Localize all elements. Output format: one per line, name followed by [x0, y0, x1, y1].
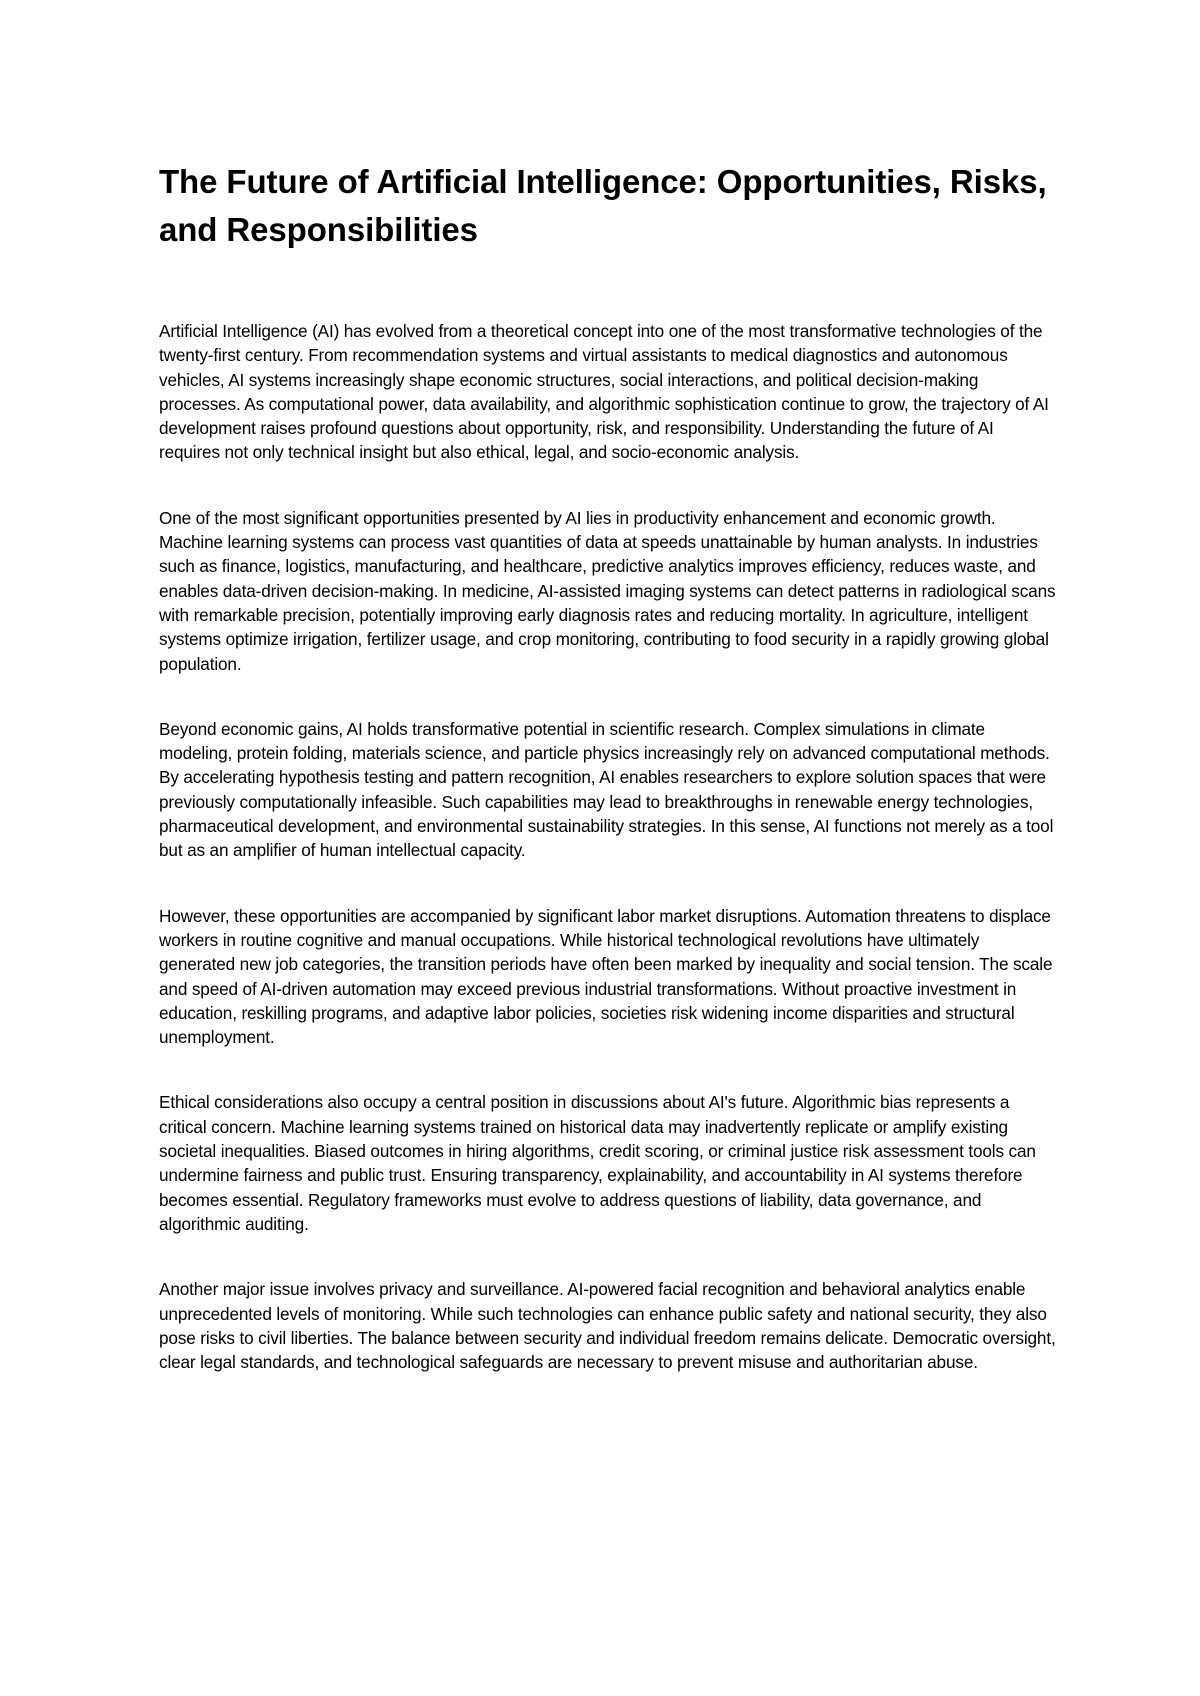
document-body	[159, 158, 1059, 1415]
document-title: The Future of Artificial Intelligence: Opportunities, Risks, and Responsibilities	[159, 163, 1047, 248]
paragraph-labor-market: However, these opportunities are accompanied by significant labor market disruptions. Automation threatens to displace workers in routine cognitive and manual occupations. While historical technological revolutions have ultimately generated new job categories, the transition periods have often been marked by inequality and social tension. The scale and speed of AI-driven automation may exceed previous industrial transformations. Without proactive investment in education, reskilling programs, and adaptive labor policies, societies risk widening income disparities and structural unemployment.	[159, 905, 1053, 1048]
paragraph-scientific-research: Beyond economic gains, AI holds transformative potential in scientific research. Complex simulations in climate modeling, protein folding, materials science, and particle physics increasingly rely on advanced computational methods. By accelerating hypothesis testing and pattern recognition, AI enables researchers to explore solution spaces that were previously computationally infeasible. Such capabilities may lead to breakthroughs in renewable energy technologies, pharmaceutical development, and environmental sustainability strategies. In this sense, AI functions not merely as a tool but as an amplifier of human intellectual capacity.	[159, 718, 1054, 861]
paragraph-opportunities: One of the most significant opportunities presented by AI lies in productivity enhancement and economic growth. Machine learning systems can process vast quantities of data at speeds unattainable by human analysts. In industries such as finance, logistics, manufacturing, and healthcare, predictive analytics improves efficiency, reduces waste, and enables data-driven decision-making. In medicine, AI-assisted imaging systems can detect patterns in radiological scans with remarkable precision, potentially improving early diagnosis rates and reducing mortality. In agriculture, intelligent systems optimize irrigation, fertilizer usage, and crop monitoring, contributing to food security in a rapidly growing global population.	[159, 507, 1056, 674]
paragraph-ethics: Ethical considerations also occupy a central position in discussions about AI's future. Algorithmic bias represents a critical concern. Machine learning systems trained on historical data may inadvertently replicate or amplify existing societal inequalities. Biased outcomes in hiring algorithms, credit scoring, or criminal justice risk assessment tools can undermine fairness and public trust. Ensuring transparency, explainability, and accountability in AI systems therefore becomes essential. Regulatory frameworks must evolve to address questions of liability, data governance, and algorithmic auditing.	[159, 1092, 1036, 1234]
paragraph-introduction: Artificial Intelligence (AI) has evolved from a theoretical concept into one of the most transformative technologies of the twenty-first century. From recommendation systems and virtual assistants to medical diagnostics and autonomous vehicles, AI systems increasingly shape economic structures, social interactions, and political decision-making processes. As computational power, data availability, and algorithmic sophistication continue to grow, the trajectory of AI development raises profound questions about opportunity, risk, and responsibility. Understanding the future of AI requires not only technical insight but also ethical, legal, and socio-economic analysis.	[159, 321, 1049, 463]
paragraph-privacy: Another major issue involves privacy and surveillance. AI-powered facial recognition and behavioral analytics enable unprecedented levels of monitoring. While such technologies can enhance public safety and national security, they also pose risks to civil liberties. The balance between security and individual freedom remains delicate. Democratic oversight, clear legal standards, and technological safeguards are necessary to prevent misuse and authoritarian abuse.	[159, 1279, 1056, 1373]
